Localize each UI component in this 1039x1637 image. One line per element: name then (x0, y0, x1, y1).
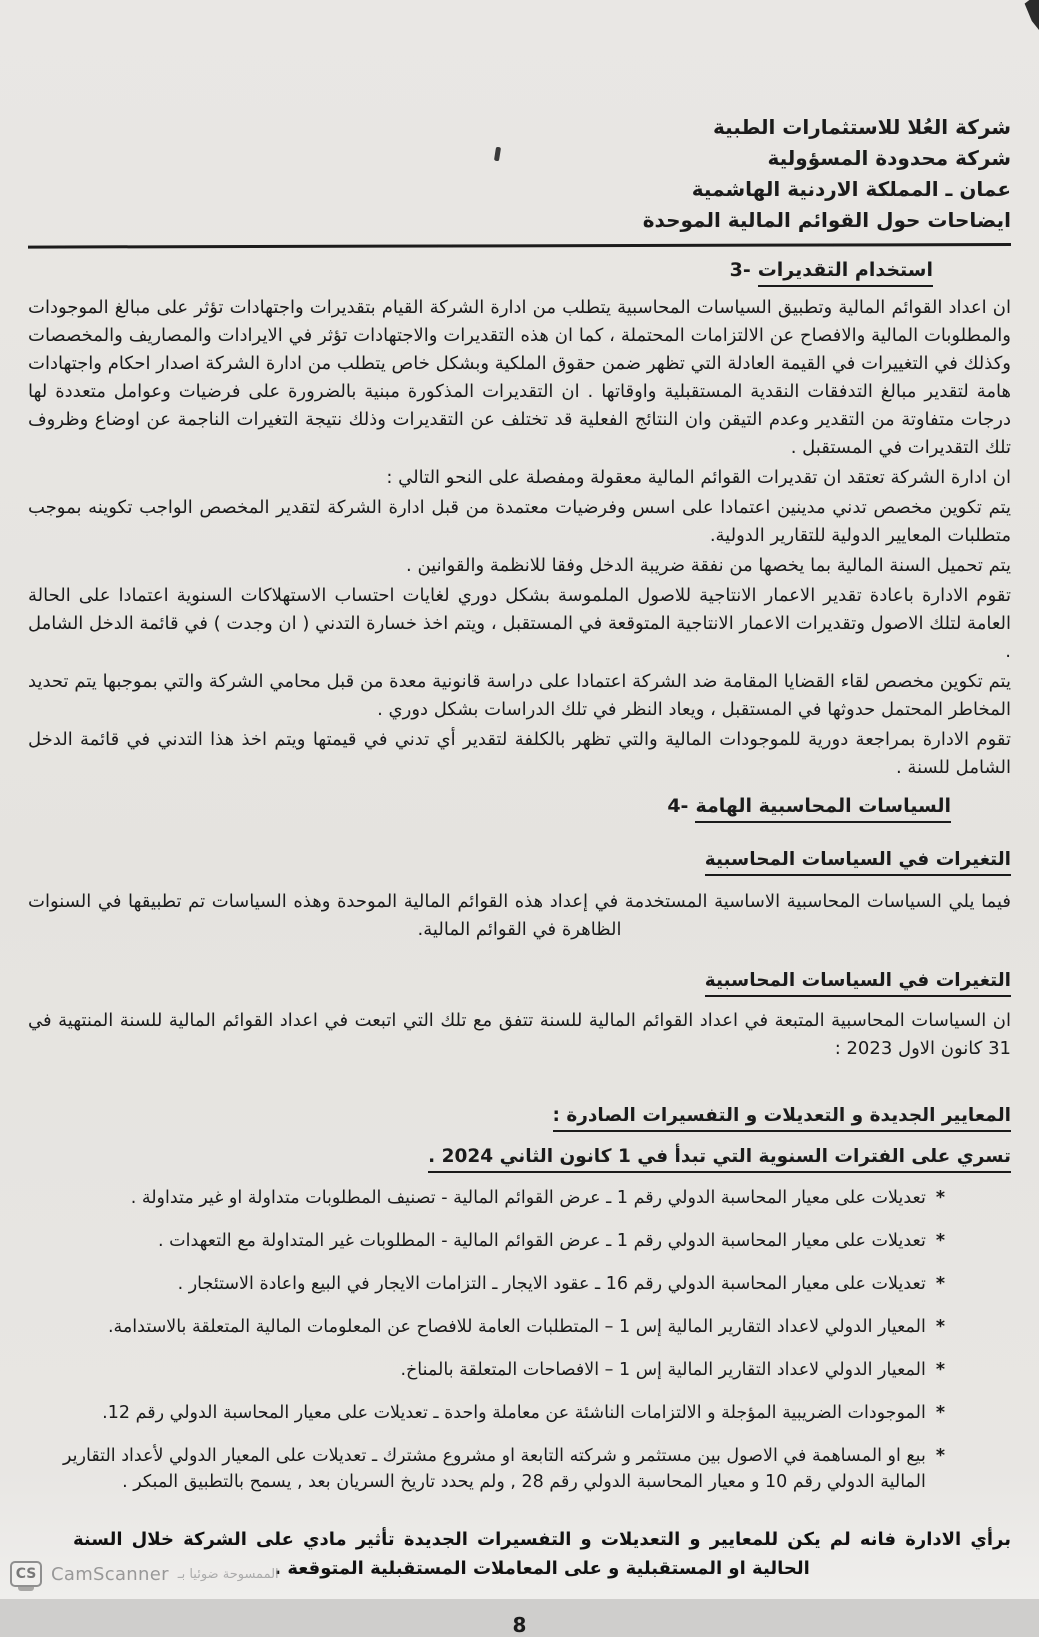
section-4-number: 4- (667, 795, 689, 817)
estimate-item: تقوم الادارة بمراجعة دورية للموجودات المالية والتي تظهر بالكلفة لتقدير أي تدني في قيمتها ويتم اخذ هذا التدني في قائمة الدخل الشامل للسنة . (28, 729, 1011, 778)
bullet-asterisk: * (935, 1188, 945, 1208)
standards-list-item (28, 1400, 945, 1426)
section-3-belief-note: ان ادارة الشركة تعتقد ان تقديرات القوائم المالية معقولة ومفصلة على النحو التالي : (386, 467, 1011, 488)
estimate-item: يتم تحميل السنة المالية بما يخصها من نفقة ضريبة الدخل وفقا للانظمة والقوانين . (406, 555, 1011, 576)
accounting-changes-body-2: ان السياسات المحاسبية المتبعة في اعداد القوائم المالية للسنة تتفق مع تلك التي اتبعت في اعداد القوائم المالية للسنة المنتهية في 31 كانون الاول 2023 : (28, 1010, 1011, 1059)
bullet-asterisk: * (935, 1274, 945, 1294)
section-3-title: استخدام التقديرات (758, 259, 933, 287)
header-divider (28, 243, 1011, 249)
section-3-heading (28, 259, 933, 287)
standards-item-text: تعديلات على معيار المحاسبة الدولي رقم 1 ـ عرض القوائم المالية - المطلوبات غير المتداولة مع التعهدات . (158, 1231, 926, 1251)
company-type: شركة محدودة المسؤولية (767, 146, 1011, 170)
bullet-asterisk: * (935, 1360, 945, 1380)
estimate-item: تقوم الادارة باعادة تقدير الاعمار الانتاجية للاصول الملموسة بشكل دوري لغايات احتساب الاستهلاكات السنوية اعتمادا على الحالة العامة لتلك الاصول وتقديرات الاعمار الانتاجية المتوقعة في المستقبل ، ويتم اخذ خسارة التدني ( ان وجدت ) في قائمة الدخل الشامل . (28, 585, 1011, 662)
standards-item-text: تعديلات على معيار المحاسبة الدولي رقم 16 ـ عقود الايجار ـ التزامات الايجار في البيع واعادة الاستئجار . (177, 1274, 926, 1294)
standards-item-text: المعيار الدولي لاعداد التقارير المالية إس 1 – المتطلبات العامة للافصاح عن المعلومات المالية المتعلقة بالاستدامة. (107, 1317, 926, 1337)
document-header (28, 112, 1011, 236)
accounting-changes-subheading-2: التغيرات في السياسات المحاسبية (28, 970, 1011, 991)
bullet-asterisk: * (935, 1317, 945, 1337)
standards-list-item (28, 1228, 945, 1254)
standards-list-item (28, 1314, 945, 1340)
accounting-changes-body-1: فيما يلي السياسات المحاسبية الاساسية المستخدمة في إعداد هذه القوائم المالية الموحدة وهذه السياسات تم تطبيقها في السنوات الظاهرة في القوائم المالية. (28, 891, 1011, 940)
section-4-heading (28, 795, 951, 823)
accounting-changes-subheading-1: التغيرات في السياسات المحاسبية (28, 849, 1011, 870)
standards-item-text: الموجودات الضريبية المؤجلة و الالتزامات الناشئة عن معاملة واحدة ـ تعديلات على معيار المحاسبة الدولي رقم 12. (102, 1403, 926, 1423)
section-4-title: السياسات المحاسبية الهامة (695, 795, 951, 823)
estimate-item: يتم تكوين مخصص لقاء القضايا المقامة ضد الشركة اعتمادا على دراسة قانونية معدة من قبل محامي الشركة والتي بموجبها يتم تحديد المخاطر المحتمل حدوثها في المستقبل ، ويعاد النظر في تلك الدراسات بشكل دوري . (28, 671, 1011, 720)
standards-list-item (28, 1443, 945, 1495)
company-name: شركة العُلا للاستثمارات الطبية (713, 115, 1011, 139)
standards-list-item (28, 1357, 945, 1383)
page-number: 8 (512, 1613, 527, 1637)
section-3-number: 3- (729, 259, 751, 281)
scanned-with-label: الممسوحة ضوئيا بـ (177, 1566, 279, 1582)
management-opinion-paragraph: برأي الادارة فانه لم يكن للمعايير و التعديلات و التفسيرات الجديدة تأثير مادي على الشركة خلال السنة الحالية او المستقبلية و على المعاملات المستقبلية المتوقعة . (73, 1529, 1011, 1579)
standards-list (28, 1185, 945, 1495)
section-3-intro-paragraph: ان اعداد القوائم المالية وتطبيق السياسات المحاسبية يتطلب من ادارة الشركة القيام بتقديرات واجتهادات تؤثر على مبالغ الموجودات والمطلوبات المالية والافصاح عن الالتزامات المحتملة ، كما ان هذه التقديرات والاجتهادات تؤثر في الايرادات والمصاريف والمخصصات وكذلك في التغييرات في القيمة العادلة التي تظهر ضمن حقوق الملكية وبشكل خاص يتطلب من ادارة الشركة اصدار احكام واجتهادات هامة لتقدير مبالغ التدفقات النقدية المستقبلية واوقاتها . ان التقديرات المذكورة مبنية بالضرورة على فرضيات وعوامل متعددة لها درجات متفاوتة من التقدير وعدم التيقن وان النتائج الفعلية قد تختلف عن التقديرات وذلك نتيجة التغيرات الناجمة عن اوضاع وظروف تلك التقديرات في المستقبل . (28, 297, 1011, 458)
standards-item-text: المعيار الدولي لاعداد التقارير المالية إس 1 – الافصاحات المتعلقة بالمناخ. (400, 1360, 926, 1380)
camscanner-brand-text: CamScanner (51, 1563, 169, 1585)
standards-item-text: بيع او المساهمة في الاصول بين مستثمر و شركته التابعة او مشروع مشترك ـ تعديلات على المعيار الدولي لأعداد التقارير المالية الدولي رقم 10 و معيار المحاسبة الدولي رقم 28 , ولم يحدد تاريخ السريان بعد , يسمح بالتطبيق المبكر . (63, 1446, 926, 1492)
bullet-asterisk: * (935, 1231, 945, 1251)
camscanner-logo-icon: CS (10, 1561, 42, 1587)
bullet-asterisk: * (935, 1403, 945, 1423)
effective-date-subheading: تسري على الفترات السنوية التي تبدأ في 1 كانون الثاني 2024 . (28, 1146, 1011, 1167)
estimate-item: يتم تكوين مخصص تدني مدينين اعتمادا على اسس وفرضيات معتمدة من قبل ادارة الشركة لتقدير المخصص الواجب تكوينه بموجب متطلبات المعايير الدولية للتقارير الدولية. (28, 497, 1011, 546)
new-standards-heading: المعايير الجديدة و التعديلات و التفسيرات الصادرة : (28, 1105, 1011, 1126)
standards-item-text: تعديلات على معيار المحاسبة الدولي رقم 1 ـ عرض القوائم المالية - تصنيف المطلوبات متداولة او غير متداولة . (130, 1188, 926, 1208)
standards-list-item (28, 1271, 945, 1297)
document-title: ايضاحات حول القوائم المالية الموحدة (642, 208, 1011, 232)
camscanner-watermark (10, 1561, 279, 1587)
company-location: عمان ـ المملكة الاردنية الهاشمية (691, 177, 1011, 201)
standards-list-item (28, 1185, 945, 1211)
bullet-asterisk: * (935, 1446, 945, 1466)
